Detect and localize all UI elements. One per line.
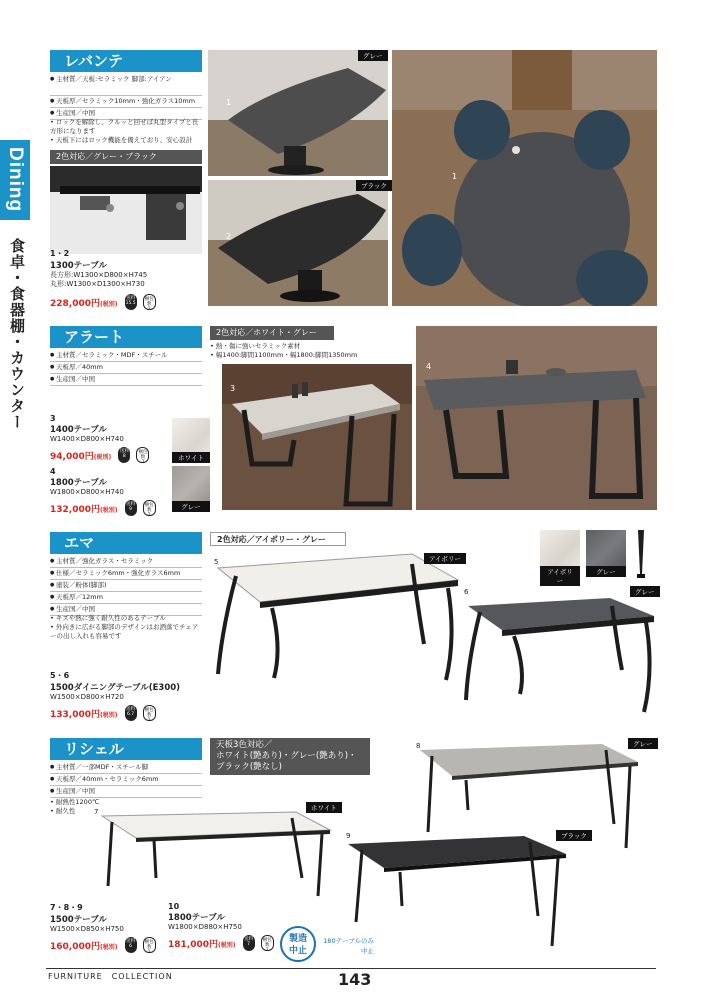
shipping-badge — [125, 705, 137, 721]
shipping-badge — [125, 937, 137, 953]
color-bar-line: ホワイト(艶あり)・グレー(艶あり)・ — [216, 751, 357, 761]
note-item: • ロックを解除し、クルッと回せば丸型タイプと長方形になります — [50, 118, 199, 135]
note-item: • 熱・傷に強いセラミック素材 — [210, 342, 301, 350]
swatch-label-gray: グレー — [172, 501, 210, 512]
badge-label: 送料 — [126, 706, 136, 712]
color-bar-line: ブラック(艶なし) — [216, 762, 282, 772]
table-ivory-image — [212, 548, 464, 698]
package-badge — [143, 500, 156, 516]
package-badge — [261, 935, 274, 951]
swatch-label-ivory: アイボリー — [540, 566, 580, 586]
section-subtitle: 食卓・食器棚・カウンター — [8, 238, 26, 430]
package-badge — [143, 705, 156, 721]
badge-value: 8 — [122, 453, 126, 459]
price-row — [168, 932, 282, 951]
note-line: 中止 — [361, 947, 374, 955]
photo-number: 6 — [464, 588, 469, 596]
note-item: • 天板下にはロック機能を備えており、安心設計 — [50, 136, 193, 144]
color-label-ivory: アイボリー — [424, 553, 466, 564]
product-number: 3 — [50, 414, 56, 423]
price-row — [50, 497, 180, 516]
price-row — [50, 444, 180, 463]
badge-label: 梱包数 — [262, 937, 272, 948]
shipping-badge — [125, 500, 137, 516]
alert-notes — [210, 342, 410, 360]
note-item: • 外向きに広がる脚部のデザインはお洒落でチェアーの出し入れも容易です — [50, 623, 199, 640]
spec-row: ● 主材質／セラミック・MDF・スチール — [50, 350, 202, 362]
note-text: 熱・傷に強いセラミック素材 — [215, 342, 301, 350]
badge-value: 2 — [141, 459, 145, 465]
photo-number: 4 — [426, 362, 432, 371]
badge-value: 9 — [129, 506, 133, 512]
spec-row: ● 生産国／中国 — [50, 786, 202, 798]
badge-label: 送料 — [126, 501, 136, 507]
photo-number: 2 — [226, 232, 232, 241]
series-title-alert: アラート — [50, 326, 202, 348]
note-line: 180テーブルのみ — [323, 937, 374, 945]
color-bar-line: 天板3色対応／ — [216, 740, 273, 750]
alert-color-bar: 2色対応／ホワイト・グレー — [210, 326, 334, 340]
badge-value: 2 — [147, 306, 151, 312]
badge-value: 2 — [147, 949, 151, 955]
emma-gray-table — [462, 590, 660, 720]
spec-row: ● 天板厚／40mm — [50, 362, 202, 374]
emma-notes — [50, 614, 202, 641]
series-title-levante: レバンテ — [50, 50, 202, 72]
alert-specs — [50, 350, 202, 386]
note-item: • 耐久性 — [50, 807, 76, 815]
product-dimension: W1400×D800×H740 — [50, 435, 124, 443]
emma-product-info — [50, 670, 210, 721]
badge-label: 送料 — [126, 295, 136, 301]
room-scene-image — [392, 50, 657, 306]
product-name: 1400テーブル — [50, 425, 107, 435]
tax-note: (税別) — [100, 712, 118, 719]
richelle-white-table — [96, 808, 336, 898]
table-gray-image — [208, 50, 388, 176]
badge-label: 梱包数 — [138, 449, 148, 460]
levante-black-photo — [208, 180, 388, 306]
tax-note: (税別) — [100, 507, 118, 514]
product-number: 10 — [168, 902, 180, 911]
badge-label: 梱包数 — [144, 296, 154, 307]
table-gray-image — [462, 590, 660, 720]
badge-value: 6 — [129, 943, 133, 949]
spec-row: ● 塗装／粉体(脚部) — [50, 580, 202, 592]
alert-1800-photo — [416, 326, 657, 510]
footer-divider — [46, 968, 656, 969]
richelle-black-table — [344, 830, 570, 950]
richelle-specs — [50, 762, 202, 798]
product-dimension: W1500×D850×H750 — [50, 925, 124, 933]
leg-image — [634, 530, 648, 580]
table-white-image — [222, 364, 412, 510]
product-dimension: W1800×D880×H750 — [168, 923, 242, 931]
price: 94,000円 — [50, 452, 94, 462]
shipping-badge — [118, 447, 130, 463]
product-dimension: W1500×D800×H720 — [50, 693, 124, 701]
note-item: • 耐熱性1200℃ — [50, 798, 100, 806]
table-white-image — [96, 808, 336, 898]
emma-specs — [50, 556, 202, 616]
badge-label: 梱包数 — [144, 707, 154, 718]
product-name: 1800テーブル — [50, 478, 107, 488]
color-label-gray: グレー — [358, 50, 388, 61]
product-number: 4 — [50, 467, 56, 476]
alert-1400-photo — [222, 364, 412, 510]
discontinued-note — [318, 936, 374, 956]
price-row — [50, 934, 170, 953]
leg-detail-photo — [634, 530, 648, 580]
spec-row: ● 主材質／一部MDF・スチール脚 — [50, 762, 202, 774]
stamp-line: 中止 — [288, 946, 307, 956]
product-name: 1500テーブル — [50, 915, 107, 925]
table-black-image — [208, 180, 388, 306]
table-black-image — [344, 830, 570, 950]
product-dimension: W1800×D800×H740 — [50, 488, 124, 496]
photo-number: 7 — [94, 808, 99, 816]
color-label-black: ブラック — [556, 830, 592, 841]
levante-color-bar: 2色対応／グレー・ブラック — [50, 150, 202, 164]
note-item: • キズや熱に強く耐久性のあるテーブル — [50, 614, 166, 622]
badge-label: 梱包数 — [144, 502, 154, 513]
package-badge — [136, 447, 149, 463]
spec-row: ● 主材質／天板:セラミック 脚部:アイアン — [50, 74, 202, 96]
product-entry — [50, 414, 180, 463]
price: 132,000円 — [50, 505, 100, 515]
price: 160,000円 — [50, 942, 100, 952]
series-title-richelle: リシェル — [50, 738, 202, 760]
badge-value: 2 — [265, 947, 269, 953]
shipping-badge — [243, 935, 255, 951]
spec-row: ● 仕様／セラミック6mm・強化ガラス6mm — [50, 568, 202, 580]
footer-collection: FURNITURE COLLECTION — [48, 972, 173, 981]
package-badge — [143, 937, 156, 953]
badge-value: 7 — [247, 941, 251, 947]
photo-number: 1 — [452, 172, 458, 181]
spec-row: ● 生産国／中国 — [50, 604, 202, 616]
spec-row: ● 天板厚／セラミック10mm・強化ガラス10mm — [50, 96, 202, 108]
color-label-black: ブラック — [356, 180, 392, 191]
product-number: 7・8・9 — [50, 903, 83, 912]
badge-label: 送料 — [126, 938, 136, 944]
spec-row: ● 主材質／強化ガラス・セラミック — [50, 556, 202, 568]
product-name: 1500ダイニングテーブル(E300) — [50, 683, 181, 693]
levante-specs — [50, 74, 202, 120]
tax-note: (税別) — [93, 454, 112, 461]
badge-label: 送料 — [119, 448, 129, 454]
product-number: 1・2 — [50, 249, 70, 258]
price-row — [50, 291, 210, 310]
package-badge — [143, 294, 156, 310]
photo-number: 3 — [230, 384, 236, 393]
note-item: • 幅1400:脚間1100mm・幅1800:脚間1350mm — [210, 351, 358, 359]
shipping-badge — [125, 294, 137, 310]
series-title-emma: エマ — [50, 532, 202, 554]
tax-note: (税別) — [100, 944, 118, 951]
product-dimension: 丸形:W1300×D1300×H730 — [50, 280, 145, 288]
badge-label: 梱包数 — [144, 939, 154, 950]
richelle-product-1800 — [168, 902, 282, 951]
emma-ivory-table — [212, 548, 464, 698]
note-text: 外向きに広がる脚部のデザインはお洒落でチェアーの出し入れも容易です — [50, 623, 199, 640]
photo-number: 5 — [214, 558, 219, 566]
tax-note: (税別) — [218, 942, 236, 949]
product-entry — [50, 467, 180, 516]
section-tab-dining: Dining — [0, 140, 30, 220]
levante-gray-photo — [208, 50, 388, 176]
note-text: ロックを解除し、クルッと回せば丸型タイプと長方形になります — [50, 118, 199, 135]
note-text: キズや熱に強く耐久性のあるテーブル — [55, 614, 166, 622]
photo-number: 9 — [346, 832, 351, 840]
tax-note: (税別) — [100, 301, 118, 308]
richelle-color-bar — [210, 738, 370, 775]
product-name: 1300テーブル — [50, 261, 107, 271]
badge-value: 6.7 — [127, 711, 135, 717]
product-name: 1800テーブル — [168, 913, 225, 923]
price-row — [50, 702, 210, 721]
discontinued-stamp — [280, 926, 316, 962]
mechanism-image — [50, 166, 202, 254]
product-dimension: 長方形:W1300×D800×H745 — [50, 271, 148, 279]
levante-room-photo — [392, 50, 657, 306]
emma-color-bar: 2色対応／アイボリー・グレー — [210, 532, 346, 546]
color-label-gray: グレー — [630, 586, 660, 597]
swatch-label-white: ホワイト — [172, 452, 210, 463]
note-text: 耐久性 — [55, 807, 76, 815]
levante-notes — [50, 118, 202, 145]
levante-product-info — [50, 248, 210, 310]
stamp-line: 製造 — [288, 934, 307, 944]
swatch-label-gray: グレー — [586, 566, 626, 577]
spec-row: ● 天板厚／40mm・セラミック6mm — [50, 774, 202, 786]
product-number: 5・6 — [50, 671, 70, 680]
color-label-gray: グレー — [628, 738, 658, 749]
note-text: 幅1400:脚間1100mm・幅1800:脚間1350mm — [215, 351, 358, 359]
spec-row: ● 生産国／中国 — [50, 108, 202, 120]
price: 228,000円 — [50, 299, 100, 309]
price: 181,000円 — [168, 940, 218, 950]
badge-label: 送料 — [244, 936, 254, 942]
levante-mechanism-photo — [50, 166, 202, 254]
photo-number: 1 — [226, 98, 232, 107]
spec-row: ● 生産国／中国 — [50, 374, 202, 386]
photo-number: 8 — [416, 742, 421, 750]
badge-value: 2 — [147, 512, 151, 518]
note-text: 耐熱性1200℃ — [55, 798, 100, 806]
badge-value: 15.5 — [125, 300, 136, 306]
color-label-white: ホワイト — [306, 802, 342, 813]
page-number: 143 — [338, 970, 372, 989]
badge-value: 2 — [147, 717, 151, 723]
table-gray-image — [416, 326, 657, 510]
note-text: 天板下にはロック機能を備えており、安心設計 — [55, 136, 193, 144]
price: 133,000円 — [50, 710, 100, 720]
alert-products — [50, 414, 180, 516]
spec-row: ● 天板厚／12mm — [50, 592, 202, 604]
richelle-product-1500 — [50, 902, 170, 953]
